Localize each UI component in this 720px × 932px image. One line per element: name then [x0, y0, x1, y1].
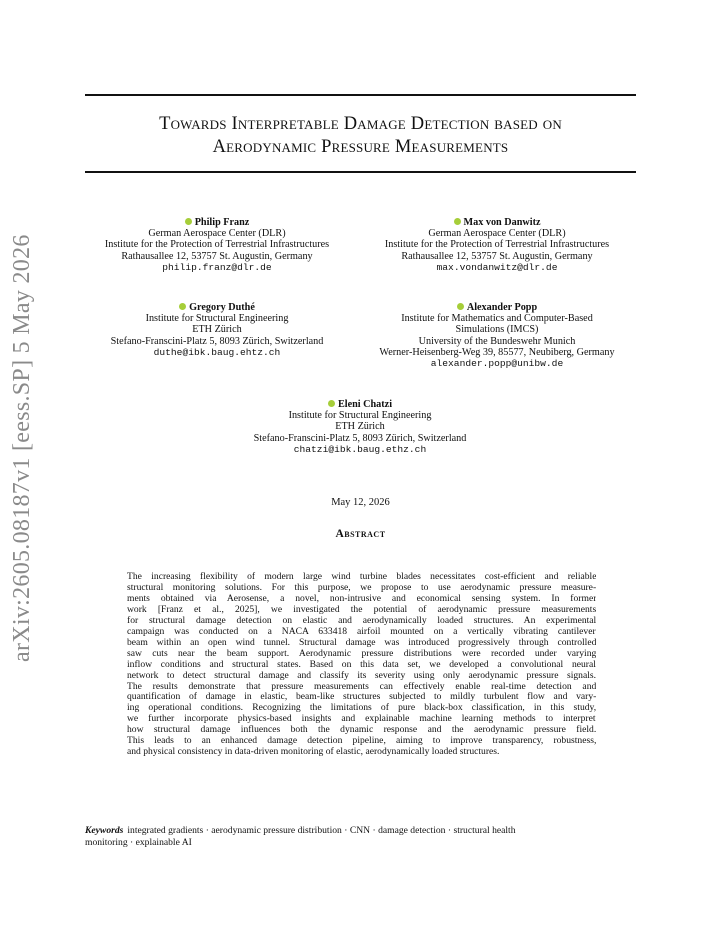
- author-email[interactable]: duthe@ibk.baug.ehtz.ch: [153, 346, 281, 358]
- author-email[interactable]: alexander.popp@unibw.de: [430, 358, 564, 370]
- author-email[interactable]: philip.franz@dlr.de: [162, 261, 272, 273]
- title-bottom-rule: [85, 171, 636, 173]
- author-block-chatzi: [210, 399, 510, 455]
- author-name: Gregory Duthé: [189, 302, 255, 313]
- keywords-line-2: monitoring · explainable AI: [85, 836, 192, 848]
- orcid-icon[interactable]: [457, 303, 464, 310]
- abstract-line: and physical consistency in data-driven monitoring of elastic, aerodynamically loaded structures.: [127, 747, 500, 758]
- abstract-line: work [Franz et al., 2025], we investigated the potential of aerodynamic pressure measurements: [127, 604, 596, 615]
- author-affiliation-line: ETH Zürich: [335, 421, 385, 433]
- author-affiliation-line: University of the Bundeswehr Munich: [418, 335, 576, 347]
- abstract-line: ing operational conditions. Recognizing the limitations of pure black-box classification, in this study,: [127, 703, 596, 714]
- abstract-line: The increasing flexibility of modern large wind turbine blades necessitates cost-efficient and reliable: [127, 572, 596, 582]
- author-affiliation-line: ETH Zürich: [192, 324, 242, 336]
- abstract-line: inflow conditions and structural states. Based on this data set, we developed a convolutional neural: [127, 659, 596, 670]
- abstract-line: we further incorporate physics-based insights and explainable machine learning methods to interpret: [127, 714, 596, 725]
- author-affiliation-line: Institute for Mathematics and Computer-Based: [401, 313, 593, 325]
- abstract-line: beam within an open wind tunnel. Structural damage was introduced progressively through controlled: [127, 637, 596, 648]
- author-affiliation-line: German Aerospace Center (DLR): [148, 228, 286, 240]
- author-affiliation-line: Rathausallee 12, 53757 St. Augustin, Germany: [121, 250, 313, 262]
- orcid-icon[interactable]: [328, 400, 335, 407]
- keywords-line-1: integrated gradients · aerodynamic pressure distribution · CNN · damage detection · structural health: [127, 825, 516, 836]
- abstract-line: structural monitoring solutions. For this purpose, we propose to use aerodynamic pressure measure-: [127, 582, 596, 593]
- keywords-section: [85, 825, 641, 848]
- paper-date: May 12, 2026: [331, 497, 390, 508]
- author-affiliation-line: Stefano-Franscini-Platz 5, 8093 Zürich, Switzerland: [110, 335, 324, 347]
- abstract-line: The results demonstrate that pressure measurements can effectively enable real-time detection and: [127, 681, 596, 692]
- author-block-duthe: [88, 302, 346, 358]
- author-affiliation-line: Institute for Structural Engineering: [288, 410, 432, 422]
- orcid-icon[interactable]: [185, 218, 192, 225]
- title-top-rule: [85, 94, 636, 96]
- abstract-body: [127, 572, 596, 758]
- abstract-line: how structural damage influences both the dynamic response and the aerodynamic pressure field.: [127, 725, 596, 736]
- author-name: Eleni Chatzi: [337, 399, 393, 410]
- author-affiliation-line: Simulations (IMCS): [455, 324, 539, 336]
- author-email[interactable]: chatzi@ibk.baug.ethz.ch: [293, 443, 427, 455]
- abstract-line: saw cuts near the beam support. Aerodynamic pressure distributions were recorded under varying: [127, 648, 596, 659]
- author-name: Philip Franz: [194, 217, 250, 228]
- orcid-icon[interactable]: [454, 218, 461, 225]
- author-affiliation-line: German Aerospace Center (DLR): [428, 228, 566, 240]
- abstract-line: for structural damage detection on elastic and aerodynamically loaded structures. An experimental: [127, 615, 596, 626]
- arxiv-identifier-stamp: arXiv:2605.08187v1 [eess.SP] 5 May 2026: [9, 234, 35, 662]
- author-affiliation-line: Werner-Heisenberg-Weg 39, 85577, Neubiberg, Germany: [379, 346, 615, 358]
- author-affiliation-line: Rathausallee 12, 53757 St. Augustin, Germany: [401, 250, 593, 262]
- abstract-line: quantification of damage in elastic, beam-like structures subjected to mildly turbulent flow and vary-: [127, 692, 596, 703]
- author-affiliation-line: Institute for the Protection of Terrestrial Infrastructures: [104, 239, 330, 251]
- keywords-label: Keywords: [85, 825, 124, 836]
- abstract-line: campaign was conducted on a NACA 633418 airfoil mounted on a vertically vibrating cantilever: [127, 626, 596, 637]
- author-email[interactable]: max.vondanwitz@dlr.de: [436, 261, 558, 273]
- author-affiliation-line: Institute for the Protection of Terrestrial Infrastructures: [384, 239, 610, 251]
- author-name: Alexander Popp: [466, 302, 538, 313]
- author-affiliation-line: Institute for Structural Engineering: [145, 313, 289, 325]
- orcid-icon[interactable]: [179, 303, 186, 310]
- abstract-line: ments obtained via Aerosense, a novel, non-intrusive and economical sensing system. In former: [127, 593, 596, 604]
- abstract-line: This leads to an enhanced damage detection pipeline, aiming to improve transparency, robustness,: [127, 736, 596, 747]
- author-block-von-danwitz: [365, 217, 629, 273]
- abstract-line: network to detect structural damage and classify its severity using only aerodynamic pressure signals.: [127, 670, 596, 681]
- paper-title-line-1: Towards Interpretable Damage Detection based on: [159, 114, 562, 134]
- abstract-heading: Abstract: [335, 528, 386, 540]
- paper-title: [85, 113, 636, 159]
- author-affiliation-line: Stefano-Franscini-Platz 5, 8093 Zürich, Switzerland: [253, 432, 467, 444]
- author-name: Max von Danwitz: [463, 217, 541, 228]
- paper-title-line-2: Aerodynamic Pressure Measurements: [212, 137, 509, 157]
- author-block-franz: [88, 217, 346, 273]
- author-block-popp: [352, 302, 642, 369]
